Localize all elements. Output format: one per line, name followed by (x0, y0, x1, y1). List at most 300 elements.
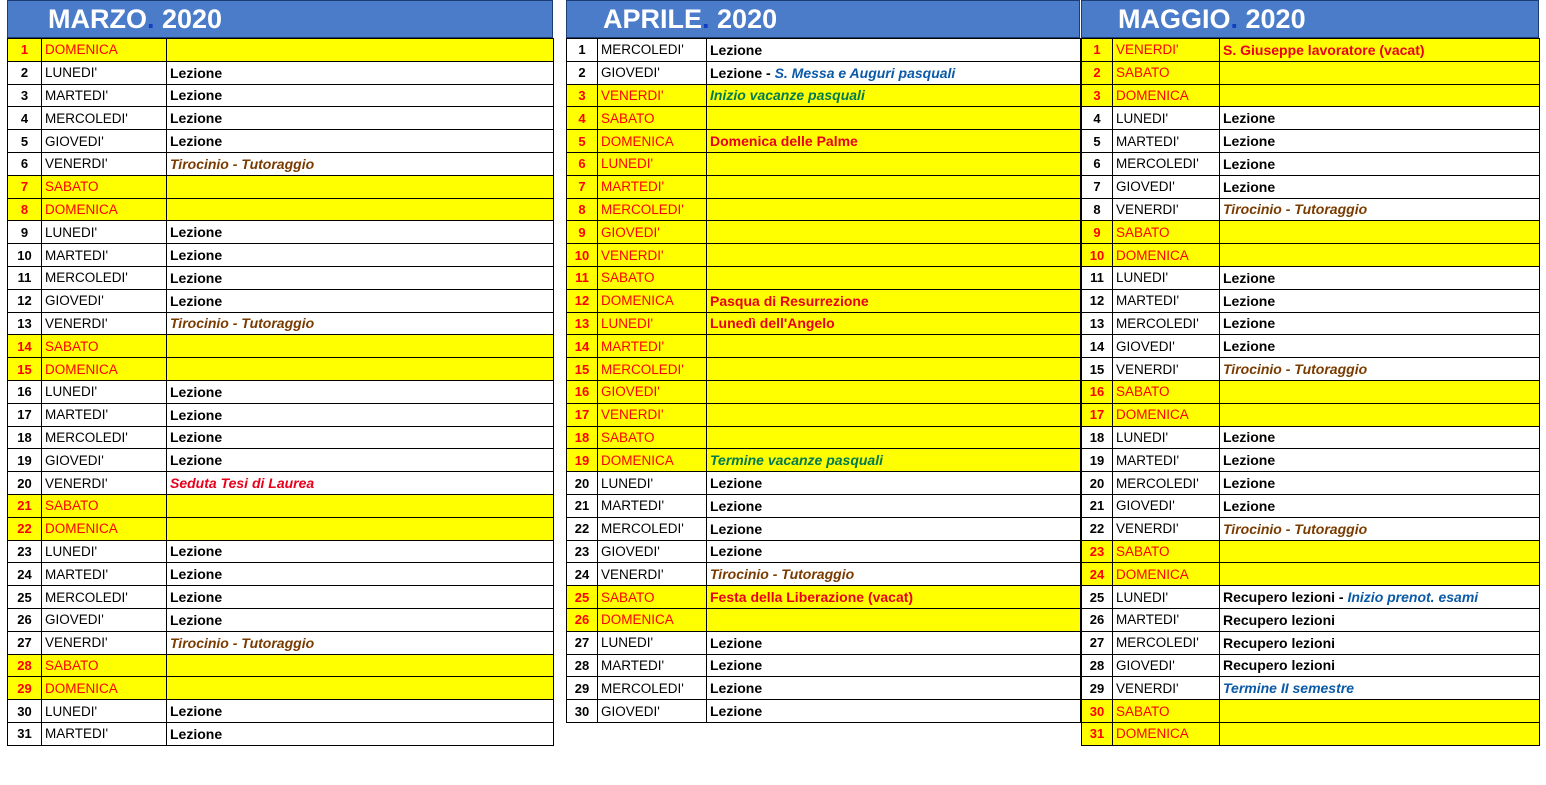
event-text: Lezione (710, 680, 763, 697)
event-cell (1220, 494, 1540, 517)
weekday-name: LUNEDI' (42, 700, 167, 723)
weekday-name: LUNEDI' (1113, 107, 1220, 130)
day-number: 19 (567, 449, 598, 472)
day-number: 16 (567, 380, 598, 403)
day-number: 5 (567, 130, 598, 153)
day-number: 13 (1082, 312, 1113, 335)
event-cell (1220, 198, 1540, 221)
event-cell (707, 654, 1081, 677)
table-row (8, 266, 554, 289)
event-text: Termine II semestre (1223, 680, 1354, 697)
table-row (567, 449, 1081, 472)
day-number: 2 (8, 61, 42, 84)
day-number: 26 (1082, 608, 1113, 631)
event-cell (707, 175, 1081, 198)
table-row (1082, 654, 1540, 677)
table-row (1082, 426, 1540, 449)
event-cell (707, 700, 1081, 723)
day-number: 4 (8, 107, 42, 130)
table-row (567, 312, 1081, 335)
event-cell (707, 39, 1081, 62)
event-cell (167, 175, 554, 198)
event-text: Lezione (710, 475, 763, 492)
day-number: 30 (1082, 700, 1113, 723)
event-cell (707, 403, 1081, 426)
weekday-name: LUNEDI' (598, 472, 707, 495)
day-number: 4 (1082, 107, 1113, 130)
weekday-name: LUNEDI' (598, 631, 707, 654)
event-cell (167, 449, 554, 472)
day-number: 12 (1082, 289, 1113, 312)
event-text: Lezione (170, 269, 223, 286)
table-row (8, 586, 554, 609)
table-row (1082, 677, 1540, 700)
day-number: 20 (567, 472, 598, 495)
weekday-name: VENERDI' (42, 631, 167, 654)
event-cell (707, 449, 1081, 472)
day-number: 18 (8, 426, 42, 449)
event-text: Tirocinio - Tutoraggio (170, 315, 315, 332)
weekday-name: VENERDI' (598, 84, 707, 107)
table-row (1082, 403, 1540, 426)
weekday-name: VENERDI' (1113, 677, 1220, 700)
event-cell (1220, 84, 1540, 107)
event-text: Lezione (1223, 110, 1276, 127)
weekday-name: SABATO (1113, 380, 1220, 403)
event-text: Lezione (1223, 429, 1276, 446)
weekday-name: DOMENICA (42, 517, 167, 540)
month-title: APRILE (603, 4, 703, 34)
weekday-name: MARTEDI' (42, 244, 167, 267)
weekday-name: LUNEDI' (42, 540, 167, 563)
event-cell (1220, 244, 1540, 267)
weekday-name: LUNEDI' (598, 152, 707, 175)
event-cell (1220, 426, 1540, 449)
month-title-dot: . (146, 4, 155, 34)
event-cell (707, 494, 1081, 517)
event-cell (167, 198, 554, 221)
event-text: Tirocinio - Tutoraggio (710, 566, 855, 583)
weekday-name: DOMENICA (42, 677, 167, 700)
table-row (1082, 358, 1540, 381)
event-cell (167, 380, 554, 403)
weekday-name: MARTEDI' (42, 722, 167, 745)
weekday-name: SABATO (598, 426, 707, 449)
event-text: Festa della Liberazione (vacat) (710, 589, 914, 606)
day-number: 7 (567, 175, 598, 198)
event-cell (167, 244, 554, 267)
day-number: 31 (1082, 722, 1113, 745)
table-row (8, 221, 554, 244)
event-cell (1220, 107, 1540, 130)
event-cell (707, 677, 1081, 700)
weekday-name: VENERDI' (598, 403, 707, 426)
event-text: Tirocinio - Tutoraggio (170, 155, 315, 172)
month-header (566, 0, 1080, 38)
day-number: 6 (8, 152, 42, 175)
table-row (8, 403, 554, 426)
calendar-table (7, 38, 554, 746)
day-number: 27 (1082, 631, 1113, 654)
event-text: Lezione (1223, 155, 1276, 172)
day-number: 4 (567, 107, 598, 130)
weekday-name: LUNEDI' (1113, 426, 1220, 449)
table-row (567, 198, 1081, 221)
event-text: Lezione (710, 520, 763, 537)
weekday-name: VENERDI' (1113, 198, 1220, 221)
weekday-name: GIOVEDI' (598, 61, 707, 84)
event-text: Tirocinio - Tutoraggio (1223, 520, 1368, 537)
day-number: 3 (1082, 84, 1113, 107)
table-row (8, 244, 554, 267)
table-row (8, 563, 554, 586)
table-row (8, 700, 554, 723)
event-text: Lezione (170, 725, 223, 742)
day-number: 11 (8, 266, 42, 289)
day-number: 25 (1082, 586, 1113, 609)
event-text: Lezione (1223, 338, 1276, 355)
table-row (567, 494, 1081, 517)
table-row (8, 107, 554, 130)
weekday-name: MARTEDI' (1113, 130, 1220, 153)
event-cell (707, 130, 1081, 153)
event-cell (707, 608, 1081, 631)
weekday-name: VENERDI' (1113, 517, 1220, 540)
day-number: 28 (8, 654, 42, 677)
weekday-name: MERCOLEDI' (598, 39, 707, 62)
weekday-name: MERCOLEDI' (42, 426, 167, 449)
weekday-name: MERCOLEDI' (598, 198, 707, 221)
event-text: Lezione (170, 452, 223, 469)
day-number: 30 (8, 700, 42, 723)
weekday-name: SABATO (42, 175, 167, 198)
day-number: 27 (8, 631, 42, 654)
table-row (8, 677, 554, 700)
event-cell (167, 84, 554, 107)
day-number: 29 (1082, 677, 1113, 700)
weekday-name: GIOVEDI' (598, 700, 707, 723)
event-cell (707, 472, 1081, 495)
weekday-name: SABATO (42, 494, 167, 517)
day-number: 14 (567, 335, 598, 358)
event-cell (1220, 221, 1540, 244)
weekday-name: LUNEDI' (1113, 586, 1220, 609)
day-number: 15 (8, 358, 42, 381)
table-row (8, 722, 554, 745)
event-text: Pasqua di Resurrezione (710, 292, 869, 309)
day-number: 15 (1082, 358, 1113, 381)
event-text: Lezione (170, 429, 223, 446)
day-number: 31 (8, 722, 42, 745)
table-row (1082, 266, 1540, 289)
weekday-name: MARTEDI' (42, 84, 167, 107)
weekday-name: SABATO (1113, 700, 1220, 723)
event-cell (167, 107, 554, 130)
event-text: Lezione (170, 611, 223, 628)
weekday-name: VENERDI' (598, 244, 707, 267)
table-row (567, 426, 1081, 449)
event-cell (167, 722, 554, 745)
table-row (8, 608, 554, 631)
table-row (8, 39, 554, 62)
event-cell (167, 130, 554, 153)
table-row (1082, 84, 1540, 107)
table-row (1082, 107, 1540, 130)
event-cell (167, 61, 554, 84)
day-number: 8 (1082, 198, 1113, 221)
table-row (1082, 540, 1540, 563)
table-row (8, 472, 554, 495)
event-text: Lezione (170, 383, 223, 400)
event-cell (167, 335, 554, 358)
table-row (567, 700, 1081, 723)
day-number: 11 (1082, 266, 1113, 289)
weekday-name: DOMENICA (42, 198, 167, 221)
event-text: Lezione (1223, 292, 1276, 309)
event-cell (1220, 654, 1540, 677)
weekday-name: MARTEDI' (598, 175, 707, 198)
event-text: Lezione (170, 64, 223, 81)
day-number: 9 (8, 221, 42, 244)
weekday-name: VENERDI' (42, 312, 167, 335)
event-cell (707, 221, 1081, 244)
table-row (567, 563, 1081, 586)
event-text: Lezione (1223, 133, 1276, 150)
event-text: Tirocinio - Tutoraggio (1223, 361, 1368, 378)
event-cell (707, 563, 1081, 586)
event-cell (1220, 403, 1540, 426)
event-cell (1220, 130, 1540, 153)
table-row (1082, 312, 1540, 335)
day-number: 17 (8, 403, 42, 426)
month-marzo (7, 0, 553, 746)
table-row (8, 494, 554, 517)
event-cell (1220, 586, 1540, 609)
weekday-name: SABATO (598, 266, 707, 289)
weekday-name: GIOVEDI' (1113, 175, 1220, 198)
day-number: 14 (1082, 335, 1113, 358)
weekday-name: LUNEDI' (1113, 266, 1220, 289)
table-row (567, 608, 1081, 631)
table-row (567, 107, 1081, 130)
event-cell (1220, 631, 1540, 654)
event-cell (1220, 335, 1540, 358)
event-cell (1220, 39, 1540, 62)
table-row (567, 39, 1081, 62)
month-year: 2020 (154, 4, 223, 34)
weekday-name: DOMENICA (598, 449, 707, 472)
event-cell (167, 631, 554, 654)
table-row (1082, 472, 1540, 495)
weekday-name: GIOVEDI' (598, 221, 707, 244)
weekday-name: MARTEDI' (598, 654, 707, 677)
day-number: 3 (8, 84, 42, 107)
table-row (1082, 221, 1540, 244)
day-number: 13 (567, 312, 598, 335)
weekday-name: LUNEDI' (598, 312, 707, 335)
event-cell (167, 700, 554, 723)
day-number: 18 (567, 426, 598, 449)
day-number: 16 (8, 380, 42, 403)
table-row (8, 289, 554, 312)
event-text: Lezione (710, 657, 763, 674)
table-row (1082, 722, 1540, 745)
event-text: Inizio prenot. esami (1347, 589, 1479, 606)
day-number: 23 (1082, 540, 1113, 563)
weekday-name: DOMENICA (1113, 403, 1220, 426)
day-number: 10 (1082, 244, 1113, 267)
day-number: 27 (567, 631, 598, 654)
day-number: 16 (1082, 380, 1113, 403)
event-text: Lezione (170, 87, 223, 104)
event-cell (167, 152, 554, 175)
day-number: 13 (8, 312, 42, 335)
day-number: 25 (567, 586, 598, 609)
day-number: 17 (567, 403, 598, 426)
event-cell (167, 289, 554, 312)
table-row (8, 335, 554, 358)
weekday-name: MARTEDI' (1113, 289, 1220, 312)
table-row (1082, 700, 1540, 723)
day-number: 9 (567, 221, 598, 244)
weekday-name: DOMENICA (598, 130, 707, 153)
weekday-name: VENERDI' (42, 472, 167, 495)
table-row (567, 472, 1081, 495)
event-cell (1220, 289, 1540, 312)
day-number: 10 (567, 244, 598, 267)
table-row (1082, 39, 1540, 62)
weekday-name: MERCOLEDI' (1113, 631, 1220, 654)
event-cell (707, 312, 1081, 335)
table-row (8, 312, 554, 335)
day-number: 3 (567, 84, 598, 107)
weekday-name: MARTEDI' (1113, 608, 1220, 631)
day-number: 26 (8, 608, 42, 631)
table-row (567, 540, 1081, 563)
day-number: 23 (8, 540, 42, 563)
weekday-name: DOMENICA (1113, 84, 1220, 107)
day-number: 19 (1082, 449, 1113, 472)
day-number: 22 (1082, 517, 1113, 540)
day-number: 29 (567, 677, 598, 700)
table-row (8, 380, 554, 403)
table-row (1082, 517, 1540, 540)
day-number: 1 (567, 39, 598, 62)
day-number: 24 (567, 563, 598, 586)
day-number: 26 (567, 608, 598, 631)
month-aprile (566, 0, 1080, 723)
day-number: 12 (8, 289, 42, 312)
day-number: 5 (8, 130, 42, 153)
day-number: 23 (567, 540, 598, 563)
day-number: 19 (8, 449, 42, 472)
month-header (1081, 0, 1539, 38)
event-cell (707, 540, 1081, 563)
event-cell (707, 61, 1081, 84)
event-text: Tirocinio - Tutoraggio (1223, 201, 1368, 218)
day-number: 2 (567, 61, 598, 84)
day-number: 9 (1082, 221, 1113, 244)
weekday-name: GIOVEDI' (42, 130, 167, 153)
event-cell (1220, 517, 1540, 540)
table-row (8, 61, 554, 84)
table-row (567, 289, 1081, 312)
weekday-name: SABATO (1113, 61, 1220, 84)
event-text: Lezione (170, 406, 223, 423)
day-number: 20 (1082, 472, 1113, 495)
table-row (567, 403, 1081, 426)
table-row (1082, 494, 1540, 517)
event-text: Lezione (710, 41, 763, 58)
weekday-name: VENERDI' (1113, 39, 1220, 62)
table-row (8, 152, 554, 175)
day-number: 10 (8, 244, 42, 267)
event-text: Lezione (170, 589, 223, 606)
event-cell (1220, 472, 1540, 495)
event-text: Lezione (1223, 497, 1276, 514)
event-text: Lezione (1223, 269, 1276, 286)
event-cell (707, 586, 1081, 609)
event-text: Inizio vacanze pasquali (710, 87, 865, 104)
day-number: 22 (8, 517, 42, 540)
table-row (567, 677, 1081, 700)
table-row (8, 631, 554, 654)
event-text: Recupero lezioni (1223, 611, 1336, 628)
event-cell (167, 312, 554, 335)
weekday-name: GIOVEDI' (1113, 654, 1220, 677)
month-title-dot: . (1230, 4, 1239, 34)
event-cell (167, 677, 554, 700)
table-row (8, 358, 554, 381)
day-number: 30 (567, 700, 598, 723)
event-cell (707, 517, 1081, 540)
day-number: 29 (8, 677, 42, 700)
day-number: 28 (567, 654, 598, 677)
event-cell (707, 198, 1081, 221)
event-text: Lezione - (710, 64, 775, 81)
event-text: Lezione (170, 110, 223, 127)
weekday-name: MARTEDI' (1113, 449, 1220, 472)
event-text: Lezione (170, 543, 223, 560)
table-row (567, 152, 1081, 175)
table-row (8, 540, 554, 563)
event-text: Seduta Tesi di Laurea (170, 475, 315, 492)
event-cell (167, 517, 554, 540)
event-text: Lezione (710, 634, 763, 651)
weekday-name: LUNEDI' (42, 61, 167, 84)
month-header (7, 0, 553, 38)
table-row (567, 84, 1081, 107)
weekday-name: GIOVEDI' (598, 540, 707, 563)
day-number: 14 (8, 335, 42, 358)
table-row (567, 244, 1081, 267)
weekday-name: MERCOLEDI' (598, 677, 707, 700)
event-cell (1220, 61, 1540, 84)
table-row (8, 130, 554, 153)
table-row (1082, 289, 1540, 312)
weekday-name: DOMENICA (1113, 563, 1220, 586)
event-text: Lezione (710, 703, 763, 719)
day-number: 11 (567, 266, 598, 289)
event-cell (167, 586, 554, 609)
event-text: Termine vacanze pasquali (710, 452, 883, 469)
event-text: S. Messa e Auguri pasquali (774, 64, 956, 81)
table-row (1082, 380, 1540, 403)
table-row (8, 449, 554, 472)
event-cell (1220, 722, 1540, 745)
day-number: 15 (567, 358, 598, 381)
table-row (1082, 563, 1540, 586)
